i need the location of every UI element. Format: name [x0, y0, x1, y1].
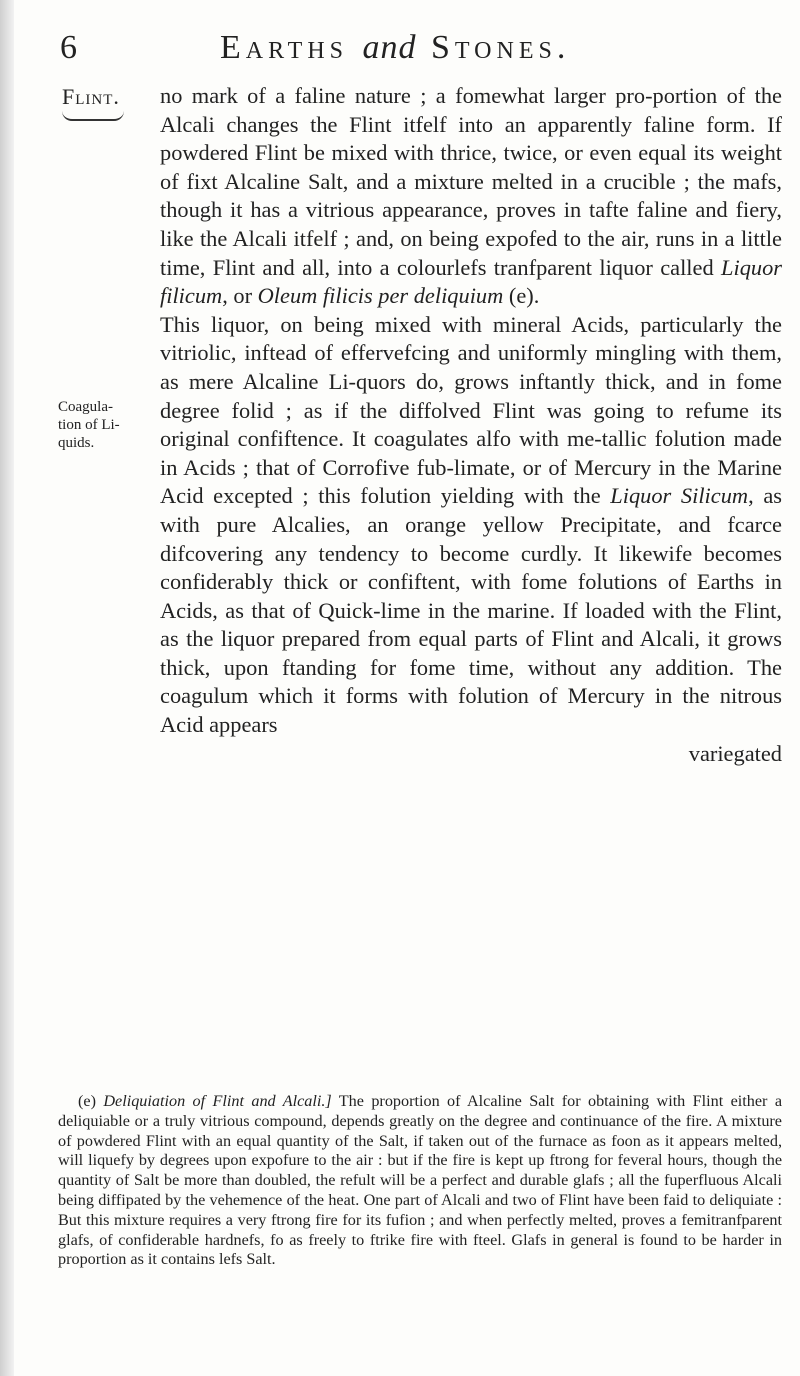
footnote-paragraph: [58, 1092, 782, 1270]
page-number: 6: [60, 29, 77, 66]
footnote-heading: Deliquiation of Flint and Alcali.]: [103, 1092, 332, 1110]
term-oleum: Oleum filicis per deliquium: [257, 283, 504, 309]
running-head: [60, 28, 780, 68]
term-liquor-silicum: Liquor filicum: [160, 254, 782, 309]
catchword: variegated: [688, 740, 782, 766]
margin-catchword-text: Flint.: [62, 84, 120, 109]
text-or: , or: [222, 283, 258, 309]
margin-catchword: [62, 84, 124, 121]
page-binding-shadow: [0, 0, 14, 1376]
running-title-and: and: [362, 29, 417, 66]
running-title-part2: Stones.: [431, 29, 571, 66]
term-liquor-silicum-2: Liquor Silicum: [610, 483, 749, 509]
footnote-ref: (e).: [503, 283, 540, 309]
running-title-part1: Earths: [220, 29, 349, 66]
margin-brace-icon: [62, 111, 124, 121]
running-title: [220, 28, 570, 68]
paragraph-2-text: This liquor, on being mixed with mineral Acids, particularly the vitriolic, inftead of effervefcing and uniformly mingling with them, as mere Alcaline Li-quors do, grows inftantly thick, and in fome degree folid ; as if the diffolved Flint was going to refume its original confiftence. It coagulates alfo with me-tallic folution made in Acids ; that of Corrofive fub-limate, or of Mercury in the Marine Acid excepted ; this folution yielding with the: [160, 311, 782, 509]
paragraph-2: [160, 311, 782, 740]
paragraph-1-text: no mark of a faline nature ; a fomewhat larger pro-portion of the Alcali changes the Flint itfelf into an apparently faline form. If powdered Flint be mixed with thrice, twice, or even equal its weight of fixt Alcaline Salt, and a mixture melted in a crucible ; the mafs, though it has a vitrious appearance, proves in tafte faline and fiery, like the Alcali itfelf ; and, on being expofed to the air, runs in a little time, Flint and all, into a colourlefs tranfparent liquor called: [160, 83, 782, 280]
footnote: [58, 1092, 782, 1270]
main-text: [160, 82, 782, 768]
paragraph-2-end: , as with pure Alcalies, an orange yellow Precipitate, and fcarce difcovering any tendency to become curdly. It likewife becomes confiderably thick or confiftent, with fome folutions of Earths in Acids, as that of Quick-lime in the marine. If loaded with the Flint, as the liquor prepared from equal parts of Flint and Alcali, it grows thick, upon ftanding for fome time, without any addition. The coagulum which it forms with folution of Mercury in the nitrous Acid appears: [160, 483, 782, 738]
side-note: Coagula-tion of Li-quids.: [58, 399, 120, 451]
footnote-text: The proportion of Alcaline Salt for obtaining with Flint either a deliquiable or a truly vitrious compound, depends greatly on the degree and continuance of the fire. A mixture of powdered Flint with an equal quantity of the Salt, if taken out of the furnace as foon as it appears melted, will liquefy by degrees upon expofure to the air : but if the fire is kept up ftrong for feveral hours, though the quantity of Salt be more than doubled, the refult will be a perfect and durable glafs ; all the fuperfluous Alcali being diffipated by the vehemence of the heat. One part of Alcali and two of Flint have been faid to deliquiate : But this mixture requires a very ftrong fire for its fufion ; and when perfectly melted, proves a femitranfparent glafs, of confiderable hardnefs, fo as freely to ftrike fire with fteel. Glafs in general is found to be harder in proportion as it contains lefs Salt.: [58, 1092, 783, 1269]
paragraph-1: [160, 82, 782, 311]
footnote-label: (e): [78, 1092, 96, 1110]
